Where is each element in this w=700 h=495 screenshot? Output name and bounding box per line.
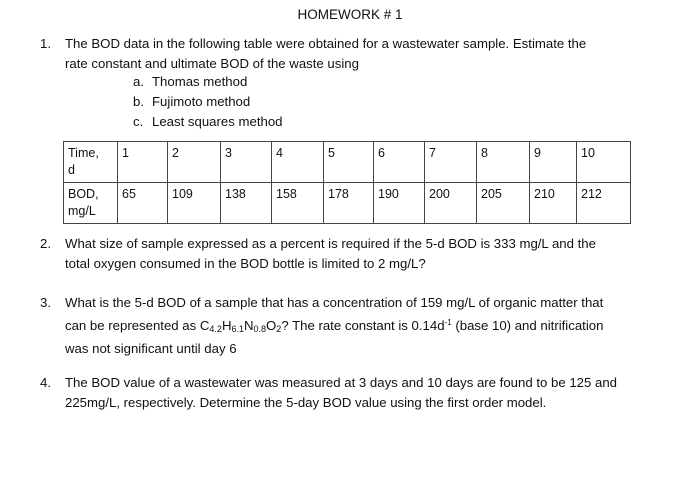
question-2 bbox=[40, 234, 660, 274]
table-cell: 10 bbox=[577, 142, 631, 183]
table-cell: 4 bbox=[272, 142, 324, 183]
table-cell: 7 bbox=[425, 142, 477, 183]
question-2-line-2: total oxygen consumed in the BOD bottle is limited to 2 mg/L? bbox=[65, 256, 426, 271]
question-3-line-2: can be represented as $C_{4.2}H_{6.1}N_{0.8}O_2$? The rate constant is $0.14d^{-1}$ (base 10) and nitrification bbox=[65, 318, 604, 334]
bod-data-table bbox=[63, 141, 631, 224]
table-cell: 210 bbox=[530, 183, 577, 224]
time-header-cell: Time, d bbox=[64, 142, 118, 183]
table-cell: 6 bbox=[374, 142, 425, 183]
question-1-number: 1. bbox=[40, 36, 51, 51]
question-3-line-3: was not significant until day 6 bbox=[65, 341, 237, 356]
page-title: HOMEWORK # 1 bbox=[297, 7, 403, 22]
table-cell: 9 bbox=[530, 142, 577, 183]
table-cell: 65 bbox=[118, 183, 168, 224]
table-cell: 2 bbox=[168, 142, 221, 183]
method-item-a: a. Thomas method bbox=[133, 74, 248, 89]
question-1-line-2: rate constant and ultimate BOD of the waste using bbox=[65, 56, 359, 71]
question-4-line-2: 225mg/L, respectively. Determine the 5-day BOD value using the first order model. bbox=[65, 395, 547, 410]
method-list bbox=[133, 72, 283, 132]
table-row-bod bbox=[64, 183, 631, 224]
bod-header-cell: BOD, mg/L bbox=[64, 183, 118, 224]
question-2-number: 2. bbox=[40, 236, 51, 251]
table-cell: 1 bbox=[118, 142, 168, 183]
table-cell: 158 bbox=[272, 183, 324, 224]
table-cell: 8 bbox=[477, 142, 530, 183]
question-3-line-1: What is the 5-d BOD of a sample that has a concentration of 159 mg/L of organic matter that bbox=[65, 295, 604, 310]
question-4-line-1: The BOD value of a wastewater was measured at 3 days and 10 days are found to be 125 and bbox=[65, 375, 618, 390]
table-cell: 3 bbox=[221, 142, 272, 183]
question-1-line-1: The BOD data in the following table were obtained for a wastewater sample. Estimate the bbox=[65, 36, 587, 51]
table-cell: 138 bbox=[221, 183, 272, 224]
table-row-time bbox=[64, 142, 631, 183]
table-cell: 178 bbox=[324, 183, 374, 224]
table-cell: 200 bbox=[425, 183, 477, 224]
table-cell: 212 bbox=[577, 183, 631, 224]
question-1 bbox=[40, 34, 660, 74]
method-item-c: c. Least squares method bbox=[133, 114, 283, 129]
question-4 bbox=[40, 373, 660, 413]
question-3-number: 3. bbox=[40, 295, 51, 310]
table-cell: 5 bbox=[324, 142, 374, 183]
table-cell: 109 bbox=[168, 183, 221, 224]
method-item-b: b. Fujimoto method bbox=[133, 94, 251, 109]
question-3 bbox=[40, 293, 660, 359]
question-2-line-1: What size of sample expressed as a percent is required if the 5-d BOD is 333 mg/L and the bbox=[65, 236, 596, 251]
table-cell: 205 bbox=[477, 183, 530, 224]
question-4-number: 4. bbox=[40, 375, 51, 390]
table-cell: 190 bbox=[374, 183, 425, 224]
